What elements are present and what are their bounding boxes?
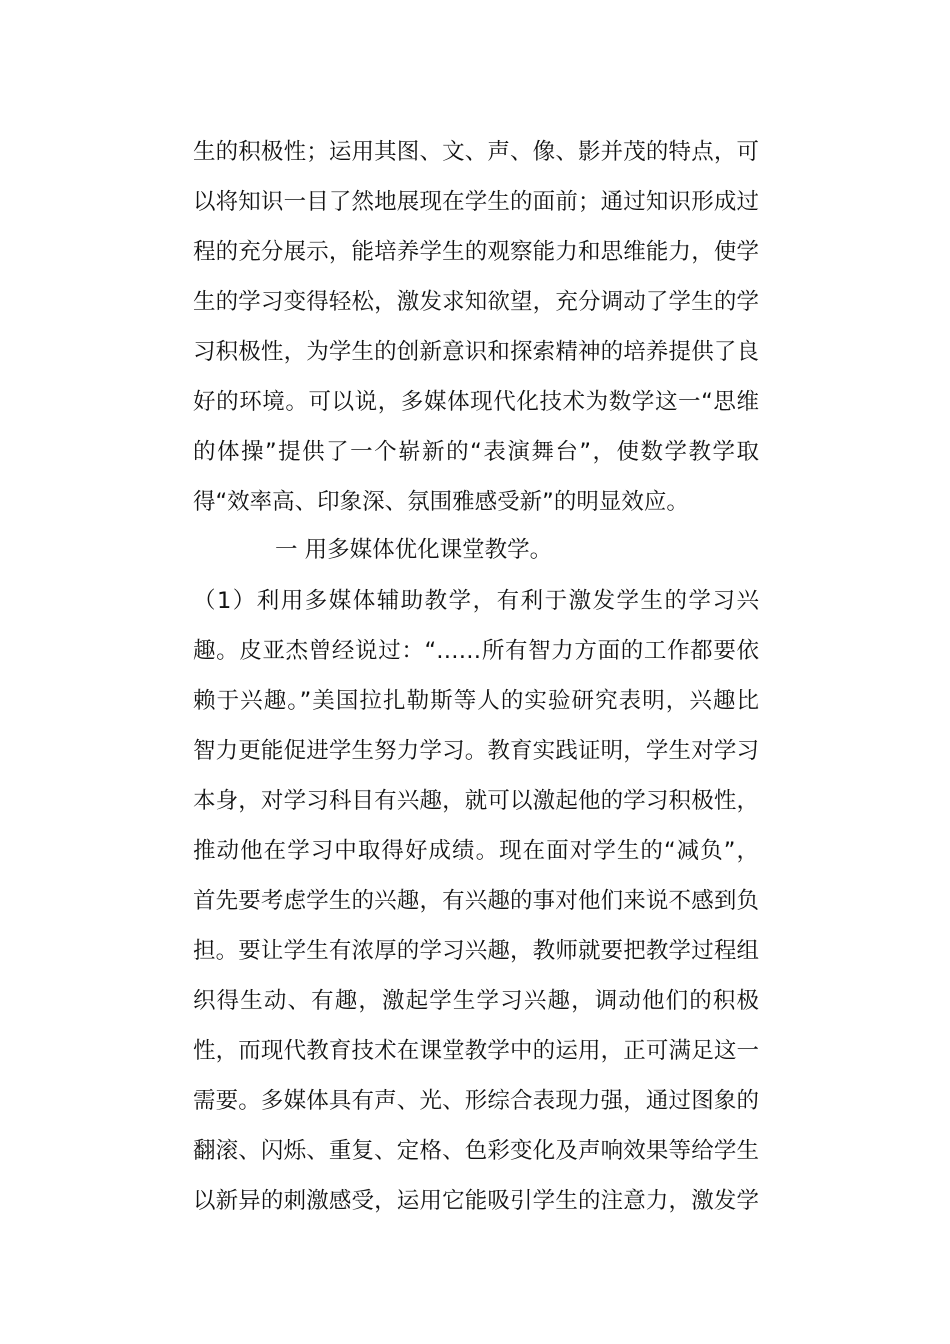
paragraph-line: 本身，对学习科目有兴趣，就可以激起他的学习积极性，: [193, 788, 759, 814]
paragraph-line: （1）利用多媒体辅助教学，有利于激发学生的学习兴: [193, 588, 759, 614]
paragraph-line: 担。要让学生有浓厚的学习兴趣，教师就要把教学过程组: [193, 938, 759, 964]
paragraph-line: 的体操”提供了一个崭新的“表演舞台”，使数学教学取: [193, 439, 759, 465]
paragraph-line: 性，而现代教育技术在课堂教学中的运用，正可满足这一: [193, 1038, 759, 1064]
paragraph-line: 织得生动、有趣，激起学生学习兴趣，调动他们的积极: [193, 988, 759, 1014]
paragraph-line: 趣。皮亚杰曾经说过：“……所有智力方面的工作都要依: [193, 638, 759, 664]
paragraph-line: 推动他在学习中取得好成绩。现在面对学生的“减负”，: [193, 838, 759, 864]
section-heading: 一 用多媒体优化课堂教学。: [275, 537, 553, 563]
paragraph-line: 智力更能促进学生努力学习。教育实践证明，学生对学习: [193, 738, 759, 764]
paragraph-line: 赖于兴趣。”美国拉扎勒斯等人的实验研究表明，兴趣比: [193, 688, 759, 714]
paragraph-line: 首先要考虑学生的兴趣，有兴趣的事对他们来说不感到负: [193, 888, 759, 914]
paragraph-line: 习积极性，为学生的创新意识和探索精神的培养提供了良: [193, 339, 759, 365]
paragraph-line: 以新异的刺激感受，运用它能吸引学生的注意力，激发学: [193, 1188, 759, 1214]
paragraph-line: 生的学习变得轻松，激发求知欲望，充分调动了学生的学: [193, 289, 759, 315]
paragraph-line: 程的充分展示，能培养学生的观察能力和思维能力，使学: [193, 239, 759, 265]
paragraph-line: 好的环境。可以说，多媒体现代化技术为数学这一“思维: [193, 389, 759, 415]
paragraph-line: 以将知识一目了然地展现在学生的面前；通过知识形成过: [193, 189, 759, 215]
paragraph-line: 需要。多媒体具有声、光、形综合表现力强，通过图象的: [193, 1088, 759, 1114]
paragraph-line: 翻滚、闪烁、重复、定格、色彩变化及声响效果等给学生: [193, 1138, 759, 1164]
paragraph-line: 生的积极性；运用其图、文、声、像、影并茂的特点，可: [193, 139, 759, 165]
paragraph-line: 得“效率高、印象深、氛围雅感受新”的明显效应。: [193, 489, 689, 515]
